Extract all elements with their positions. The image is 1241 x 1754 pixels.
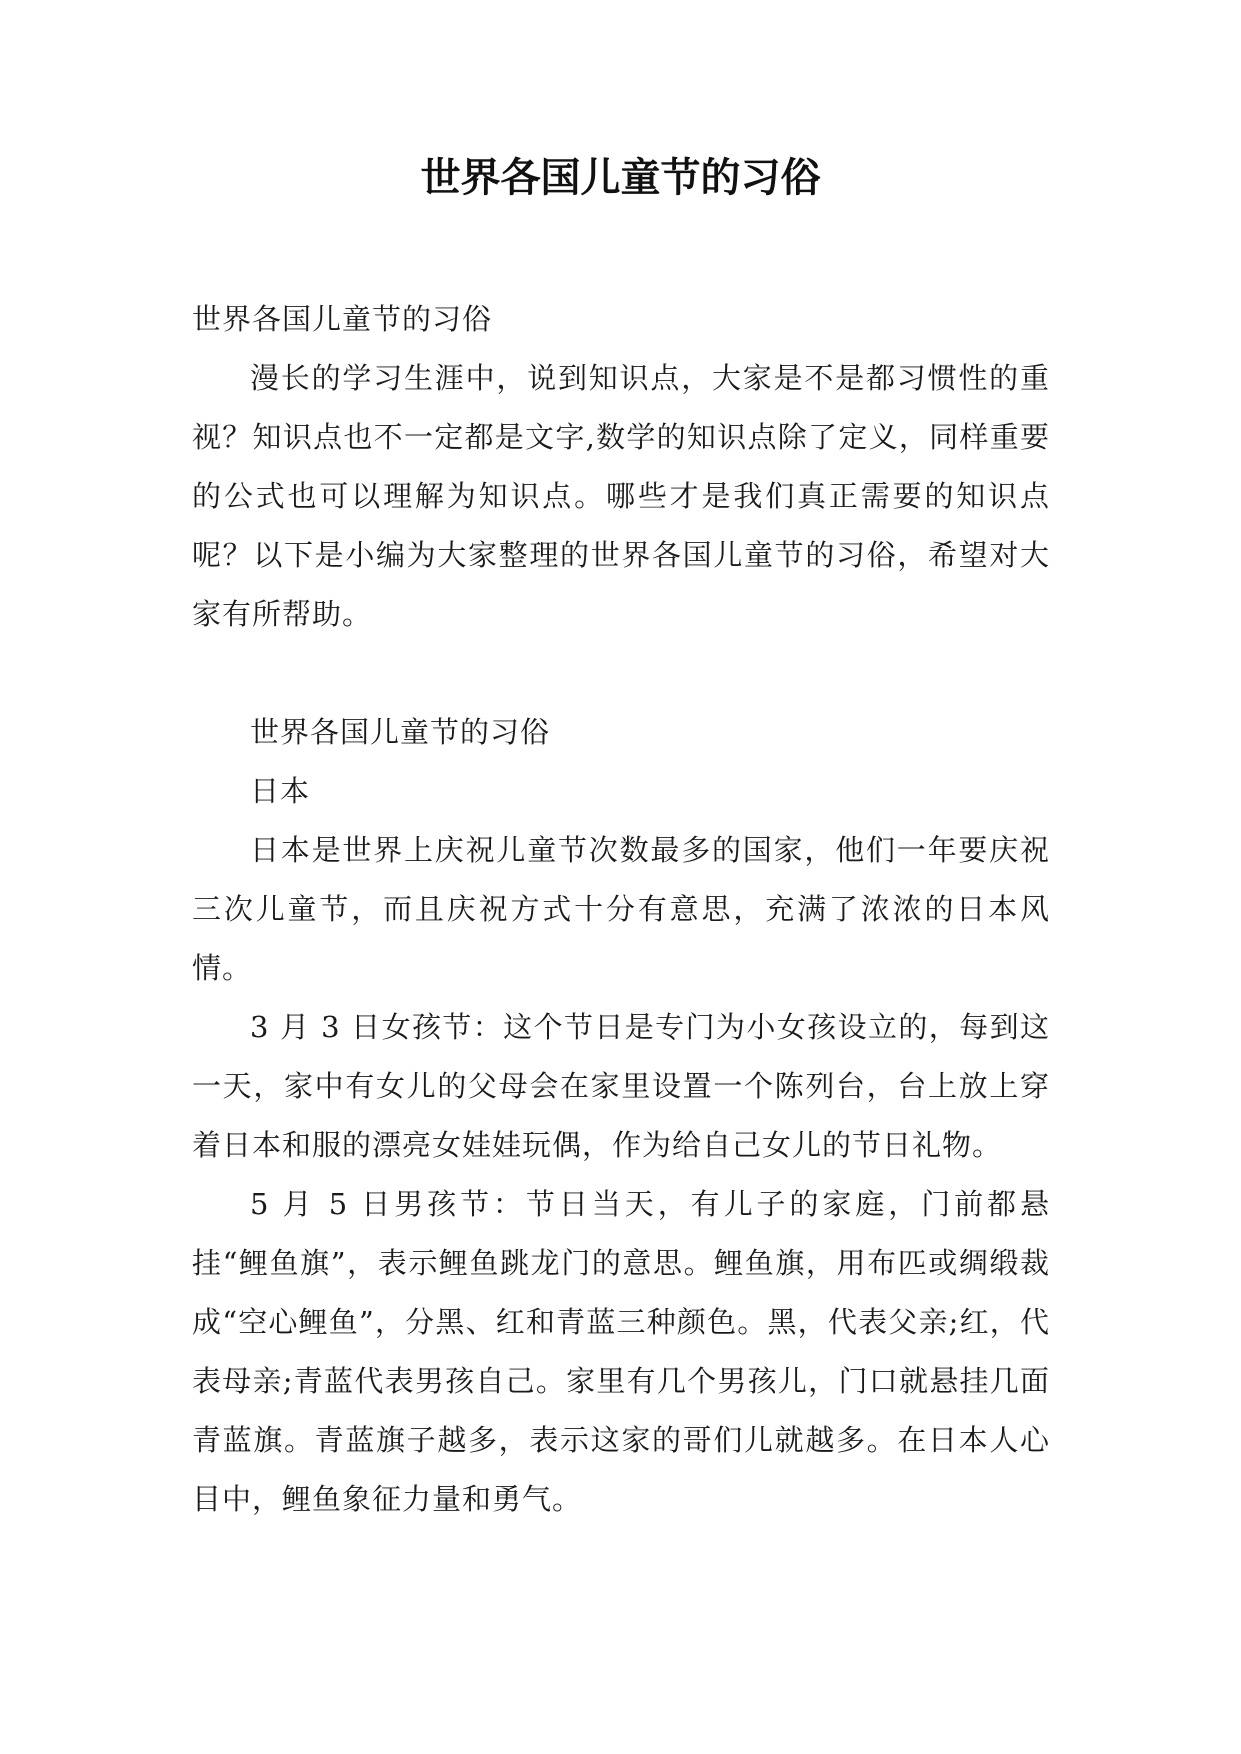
boys-day-paragraph: 5 月 5 日男孩节：节日当天，有儿子的家庭，门前都悬挂“鲤鱼旗”，表示鲤鱼跳龙门的意思。鲤鱼旗，用布匹或绸缎裁成“空心鲤鱼”，分黑、红和青蓝三种颜色。黑，代表父亲;红，代表母亲;青蓝代表男孩自己。家里有几个男孩儿，门口就悬挂几面青蓝旗。青蓝旗子越多，表示这家的哥们儿就越多。在日本人心目中，鲤鱼象征力量和勇气。 (192, 1187, 1050, 1516)
japan-overview-paragraph: 日本是世界上庆祝儿童节次数最多的国家，他们一年要庆祝三次儿童节，而且庆祝方式十分有意思，充满了浓浓的日本风情。 (192, 833, 1050, 985)
country-heading-japan: 日本 (250, 774, 311, 808)
subtitle-paragraph: 世界各国儿童节的习俗 (192, 302, 493, 336)
document-title: 世界各国儿童节的习俗 (420, 155, 821, 201)
paragraph-spacer (192, 644, 1050, 703)
document-body (192, 290, 1050, 1529)
girls-day-paragraph: 3 月 3 日女孩节：这个节日是专门为小女孩设立的，每到这一天，家中有女儿的父母会在家里设置一个陈列台，台上放上穿着日本和服的漂亮女娃娃玩偶，作为给自己女儿的节日礼物。 (192, 1010, 1050, 1162)
intro-paragraph: 漫长的学习生涯中，说到知识点，大家是不是都习惯性的重视？知识点也不一定都是文字,数学的知识点除了定义，同样重要的公式也可以理解为知识点。哪些才是我们真正需要的知识点呢？以下是小编为大家整理的世界各国儿童节的习俗，希望对大家有所帮助。 (192, 361, 1050, 631)
section-heading: 世界各国儿童节的习俗 (250, 715, 551, 749)
